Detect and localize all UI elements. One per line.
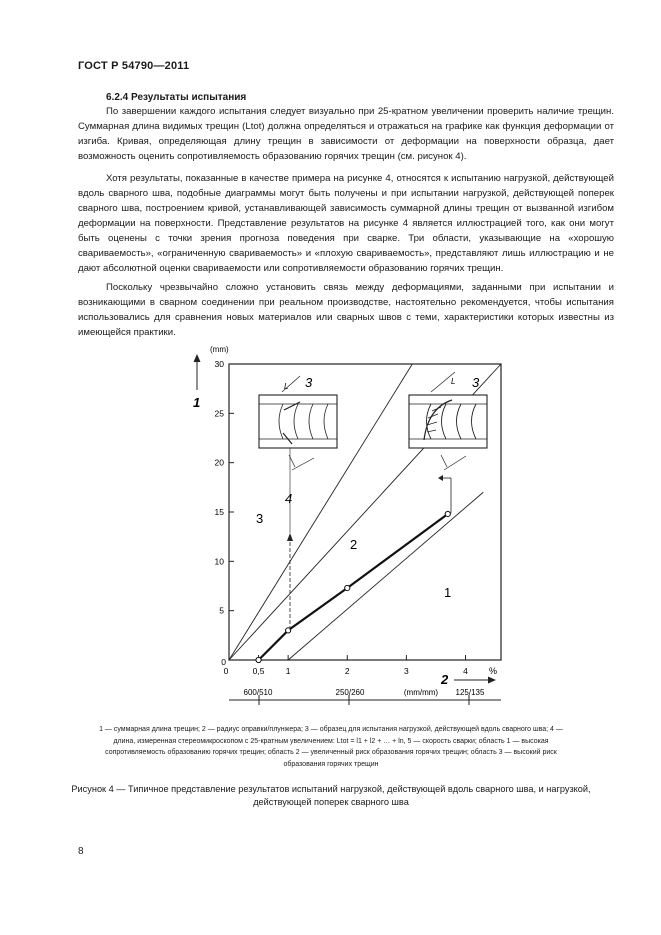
y-tick-label: 30 <box>214 359 224 369</box>
page-number: 8 <box>78 846 84 857</box>
paragraph-2: Хотя результаты, показанные в качестве примера на рисунке 4, относятся к испытанию нагрузкой, действующей вдоль сварного шва, подобные диаграммы могут быть получены и при испытании нагрузкой, действующей поперек сварного шва, построением кривой, устанавливающей зависимость суммарной длины трещин от вызванной изгибом деформации на поверхности. Представление результатов на рисунке 4 является иллюстрацией того, как они могут быть оценены с точки зрения прогноза поведения при сварке. Три области, указывающие на «хорошую свариваемость», «ограниченную свариваемость» и «плохую свариваемость», представляют лишь иллюстрацию и не дают абсолютной оценки свариваемости или сопротивляемости образованию горячих трещин. <box>78 173 614 274</box>
lower-unit-label: (mm/mm) <box>403 688 439 697</box>
section-heading: 6.2.4 Результаты испытания <box>106 92 247 103</box>
x-tick-label: 0,5 <box>252 666 265 676</box>
x-axis-callout: 2 <box>441 672 449 687</box>
lower-tick-label: 600/510 <box>243 688 273 697</box>
crack-arrow-right-head <box>438 475 443 481</box>
x-unit-label: % <box>489 666 498 676</box>
arrow-callout-4: 4 <box>285 491 293 506</box>
figure-legend: 1 — суммарная длина трещин; 2 — радиус оправки/плунжера; 3 — образец для испытания нагрузкой, действующей вдоль сварного шва; 4 — длина, измеренная стереомикроскопом с 25-кратным увеличением: Ltot = l1 + l2 + … + ln, 5 — скорость сварки; область 1 — высокая сопротивляемость образованию горячих трещин; область 2 — увеличенный риск образования горячих трещин; область 3 — высокий риск образования горячих трещин <box>99 726 563 768</box>
lower-tick-label: 250/260 <box>335 688 365 697</box>
data-point <box>345 585 350 590</box>
crack-length-curve <box>259 514 448 660</box>
y-tick-label: 10 <box>214 556 224 567</box>
region-label-2: 2 <box>350 537 358 552</box>
paragraph-1: По завершении каждого испытания следует визуально при 25-кратном увеличении проверить наличие трещин. Суммарная длина видимых трещин (Ltot) должна определяться и отражаться на графике как функция деформации от изгиба. Кривая, определяющая длину трещин в зависимости от деформации на поверхности образца, дает возможность оценить сопротивляемость образованию горячих трещин (см. рисунок 4). <box>78 106 614 162</box>
y-tick-label: 15 <box>214 507 224 517</box>
document-header: ГОСТ Р 54790—2011 <box>78 60 190 72</box>
data-series <box>256 511 450 662</box>
lower-tick-label: 125/135 <box>455 688 485 697</box>
y-tick-label: 5 <box>219 605 224 616</box>
y-unit-label: (mm) <box>210 345 229 354</box>
x-tick-label: 2 <box>344 666 350 676</box>
y-axis-arrowhead <box>194 354 201 362</box>
crack-arrow-left-head <box>287 533 293 541</box>
specimen-sketch-left <box>259 376 337 470</box>
length-mark-right: L <box>451 377 456 386</box>
x-tick-label: 4 <box>463 666 468 676</box>
specimen-callout-right: 3 <box>472 375 480 390</box>
x-tick-label: 0 <box>223 666 229 676</box>
x-axis-arrowhead <box>488 677 496 684</box>
x-tick-label: 3 <box>404 666 409 676</box>
y-tick-label: 25 <box>214 408 224 419</box>
region-label-1: 1 <box>444 585 452 600</box>
length-mark-left: L <box>284 382 289 391</box>
data-point <box>445 511 450 516</box>
x-tick-label: 1 <box>285 666 291 676</box>
y-axis-callout: 1 <box>193 395 201 410</box>
figure-caption: Рисунок 4 — Типичное представление результатов испытаний нагрузкой, действующей вдоль сварного шва, и нагрузкой, действующей поперек сварного шва <box>71 784 591 807</box>
origin-label: 0 <box>221 657 226 667</box>
data-point <box>256 657 261 662</box>
region-label-3: 3 <box>256 511 264 526</box>
y-tick-label: 20 <box>214 457 224 468</box>
paragraph-3: Поскольку чрезвычайно сложно установить связь между деформациями, заданными при испытании и возникающими в сварном соединении при реальном производстве, настоятельно рекомендуется, чтобы испытания использовались для сравнения новых материалов или сварных швов с теми, характеристики которых известны из имеющейся практики. <box>78 282 614 338</box>
specimen-callout-left: 3 <box>305 375 313 390</box>
